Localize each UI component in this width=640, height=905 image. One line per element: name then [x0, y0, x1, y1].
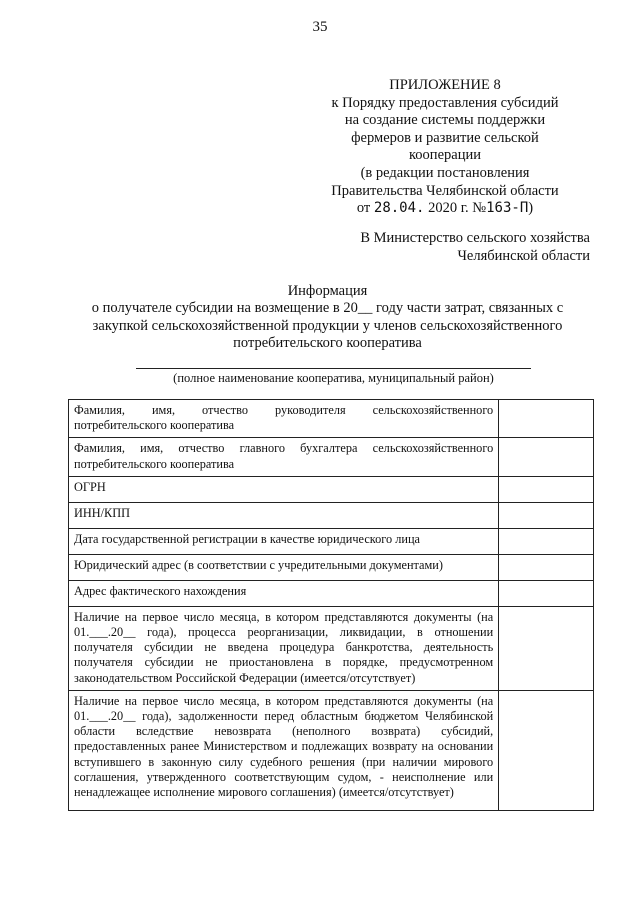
addressee — [300, 230, 590, 265]
appendix-line-3: фермеров и развитие сельской — [351, 129, 539, 146]
heading-title: Информация — [287, 283, 368, 299]
table-row — [69, 690, 594, 810]
table-row — [69, 528, 594, 554]
row-label: ОГРН — [69, 476, 499, 502]
row-value-cell[interactable] — [499, 400, 594, 438]
resolution-number: 163-П — [486, 200, 529, 217]
table-row — [69, 476, 594, 502]
table-row — [69, 554, 594, 580]
row-value-cell[interactable] — [499, 554, 594, 580]
row-value-cell[interactable] — [499, 476, 594, 502]
table-row — [69, 438, 594, 476]
appendix-header — [300, 77, 590, 218]
row-label: Фамилия, имя, отчество главного бухгалтера сельскохозяйственного потребительского кооператива — [69, 438, 499, 476]
row-label: Адрес фактического нахождения — [69, 580, 499, 606]
date-prefix: от — [356, 200, 371, 217]
year-text: 2020 г. № — [428, 200, 487, 217]
table-row — [69, 606, 594, 690]
appendix-line-4: кооперации — [409, 147, 481, 164]
row-label: ИНН/КПП — [69, 502, 499, 528]
addressee-line-1: В Министерство сельского хозяйства — [360, 230, 590, 246]
row-value-cell[interactable] — [499, 502, 594, 528]
table-row — [69, 400, 594, 438]
row-value-cell[interactable] — [499, 580, 594, 606]
appendix-line-2: на создание системы поддержки — [344, 112, 546, 129]
row-value-cell[interactable] — [499, 438, 594, 476]
document-heading — [60, 283, 595, 353]
info-table — [68, 399, 594, 811]
addressee-line-2: Челябинской области — [457, 247, 590, 264]
row-value-cell[interactable] — [499, 606, 594, 690]
appendix-line-1: к Порядку предоставления субсидий — [331, 94, 559, 111]
row-value-cell[interactable] — [499, 690, 594, 810]
row-label: Дата государственной регистрации в качестве юридического лица — [69, 528, 499, 554]
cooperative-name-field[interactable] — [136, 368, 531, 369]
row-label: Наличие на первое число месяца, в котором представляются документы (на 01.___.20__ года), задолженности перед областным бюджетом Челябинской области вследствие невозврата (неполного возврата) субсидий, предоставленных ранее Министерством и подлежащих возврату на основании вступившего в законную силу судебного решения (при наличии мирового соглашения, утвержденного соответствующим судом, - неисполнение или ненадлежащее исполнение мирового соглашения) (имеется/отсутствует) — [69, 690, 499, 810]
table-row — [69, 502, 594, 528]
row-label: Юридический адрес (в соответствии с учредительными документами) — [69, 554, 499, 580]
row-value-cell[interactable] — [499, 528, 594, 554]
cooperative-name-caption: (полное наименование кооператива, муниципальный район) — [173, 371, 494, 385]
appendix-line-6: Правительства Челябинской области — [331, 182, 559, 199]
appendix-line-5: (в редакции постановления — [360, 164, 530, 181]
table-row — [69, 580, 594, 606]
closing-paren: ) — [528, 200, 534, 217]
appendix-date-line — [300, 200, 590, 218]
appendix-title: ПРИЛОЖЕНИЕ 8 — [389, 77, 501, 93]
heading-line-1: о получателе субсидии на возмещение в 20__ году части затрат, связанных с — [91, 300, 564, 317]
row-label: Наличие на первое число месяца, в котором представляются документы (на 01.___.20__ года), процесса реорганизации, ликвидации, в отношении получателя субсидии не введена процедура банкротства, деятельность получателя субсидии не приостановлена в порядке, предусмотренном законодательством Российской Федерации (имеется/отсутствует) — [69, 606, 499, 690]
page-number: 35 — [312, 19, 328, 35]
heading-line-2: закупкой сельскохозяйственной продукции у членов сельскохозяйственного — [92, 317, 563, 334]
heading-line-3: потребительского кооператива — [233, 335, 422, 352]
row-label: Фамилия, имя, отчество руководителя сельскохозяйственного потребительского кооператива — [69, 400, 499, 438]
date-value: 28.04. — [373, 200, 425, 217]
